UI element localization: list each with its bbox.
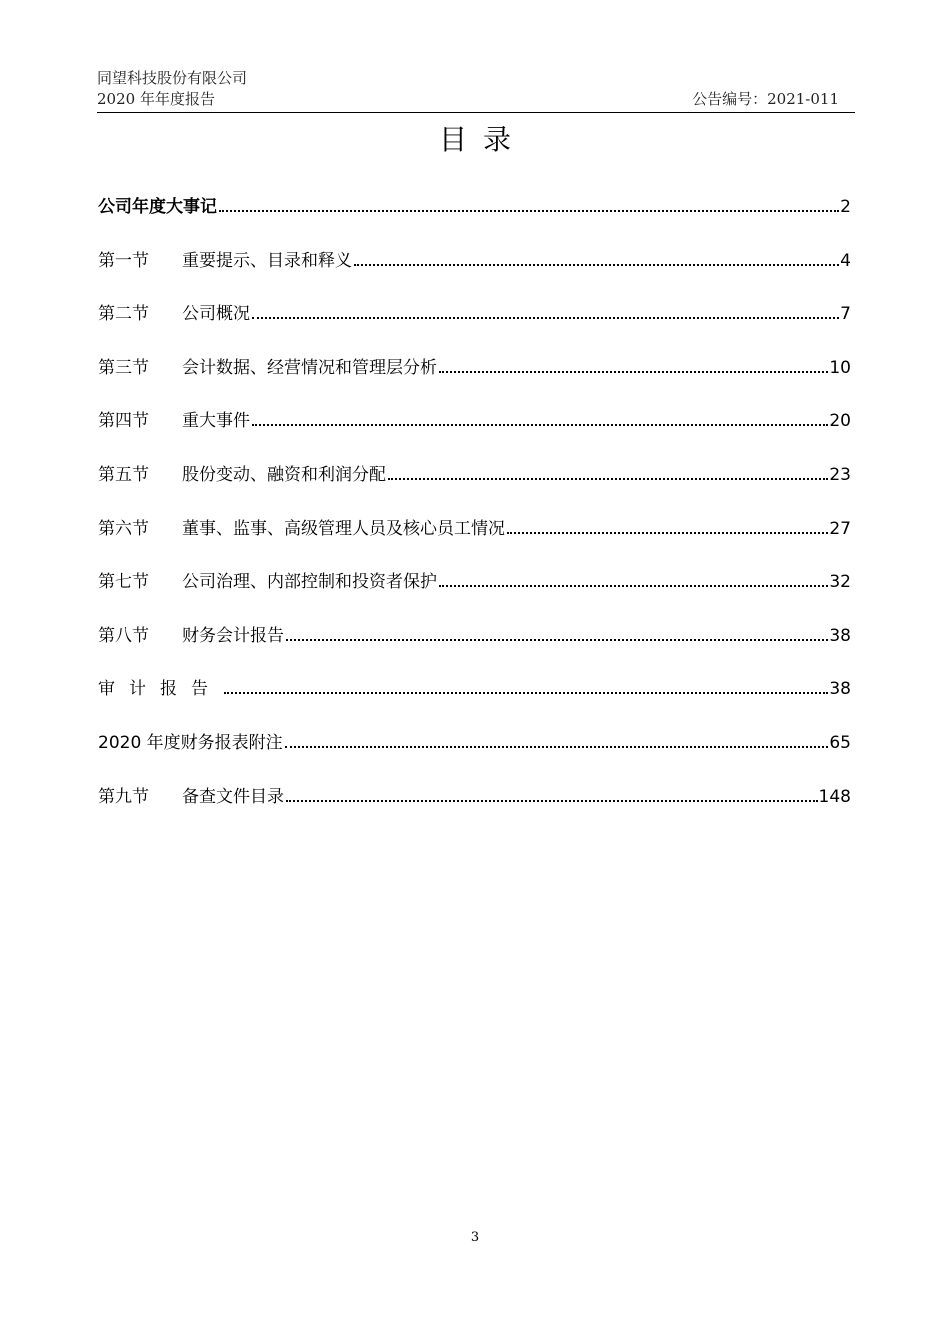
dot-leader: [439, 585, 828, 587]
toc-section-number: 第五节: [98, 464, 149, 485]
toc-entry-section-9[interactable]: [98, 783, 851, 837]
dot-leader: [224, 692, 828, 694]
toc-section-number: 第一节: [98, 250, 149, 271]
toc-entry-financial-notes[interactable]: [98, 729, 851, 783]
toc-entry-page: 4: [840, 250, 851, 271]
toc-entry-section-7[interactable]: [98, 568, 851, 622]
dot-leader: [285, 746, 829, 748]
toc-entry-page: 38: [829, 679, 851, 700]
toc-entry-section-4[interactable]: [98, 407, 851, 461]
toc-entry-label: 重大事件: [182, 411, 250, 432]
toc-entry-page: 65: [829, 732, 851, 753]
toc-section-number: 第四节: [98, 411, 149, 432]
toc-entry-section-3[interactable]: [98, 354, 851, 408]
page-title: 目录: [438, 123, 527, 156]
toc-entry-page: 10: [829, 357, 851, 378]
page-header: [97, 68, 855, 110]
header-divider: [97, 112, 855, 113]
toc-entry-page: 2: [840, 197, 851, 217]
dot-leader: [219, 210, 839, 212]
toc-entry-section-6[interactable]: [98, 515, 851, 569]
toc-entry-section-2[interactable]: [98, 300, 851, 354]
toc-section-number: 第七节: [98, 572, 149, 593]
report-name: 2020 年年度报告: [97, 90, 215, 108]
dot-leader: [439, 371, 828, 373]
company-name: 同望科技股份有限公司: [97, 69, 248, 87]
dot-leader: [354, 264, 839, 266]
toc-entry-page: 148: [818, 786, 851, 807]
toc-entry-label: 审计报告: [98, 679, 222, 700]
toc-entry-label: 股份变动、融资和利润分配: [182, 464, 386, 485]
toc-entry-page: 23: [829, 464, 851, 485]
toc-entry-label: 公司治理、内部控制和投资者保护: [182, 572, 437, 593]
toc-entry-page: 38: [829, 625, 851, 646]
toc-entry-label: 重要提示、目录和释义: [182, 250, 352, 271]
toc-entry-label: 财务会计报告: [182, 625, 284, 646]
toc-section-number: 第九节: [98, 786, 149, 807]
toc-entry-label: 董事、监事、高级管理人员及核心员工情况: [182, 518, 505, 539]
toc-entry-page: 7: [840, 304, 851, 325]
dot-leader: [388, 478, 828, 480]
toc-entry-page: 27: [829, 518, 851, 539]
table-of-contents: [98, 193, 851, 836]
page-number: 3: [470, 1230, 480, 1245]
toc-section-number: 第八节: [98, 625, 149, 646]
toc-entry-section-8[interactable]: [98, 622, 851, 676]
dot-leader: [286, 639, 828, 641]
toc-entry-page: 32: [829, 572, 851, 593]
toc-entry-label: 备查文件目录: [182, 786, 284, 807]
notice-number: 公告编号：2021-011: [692, 90, 839, 108]
toc-section-number: 第三节: [98, 357, 149, 378]
toc-entry-audit-report[interactable]: [98, 675, 851, 729]
dot-leader: [286, 800, 818, 802]
toc-entry-section-1[interactable]: [98, 247, 851, 301]
toc-section-number: 第二节: [98, 304, 149, 325]
toc-entry-label: 公司概况: [182, 304, 250, 325]
dot-leader: [252, 424, 828, 426]
toc-entry-label: 2020 年度财务报表附注: [98, 732, 283, 753]
dot-leader: [507, 532, 828, 534]
toc-entry-label: 会计数据、经营情况和管理层分析: [182, 357, 437, 378]
dot-leader: [252, 317, 839, 319]
toc-entry-section-5[interactable]: [98, 461, 851, 515]
toc-entry-label: 公司年度大事记: [98, 197, 217, 217]
toc-entry-annual-events[interactable]: [98, 193, 851, 247]
toc-section-number: 第六节: [98, 518, 149, 539]
toc-entry-page: 20: [829, 411, 851, 432]
